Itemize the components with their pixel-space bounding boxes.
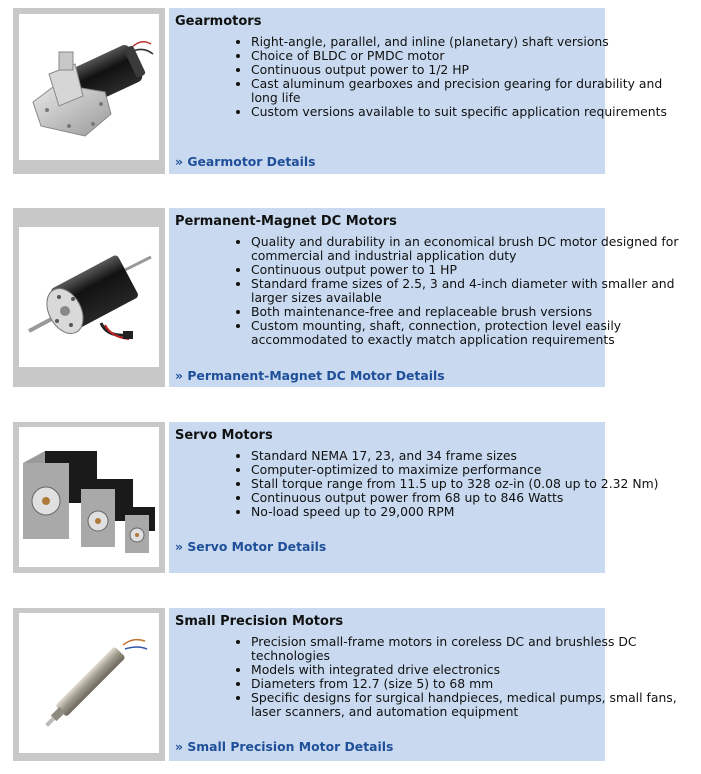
link-arrow-icon: »: [175, 368, 184, 383]
feature-item: • Continuous output power from 68 up to 846 Watts: [251, 491, 679, 505]
feature-item: • Quality and durability in an economical brush DC motor designed for commercial and industrial application duty: [251, 235, 679, 263]
image-column: [13, 8, 165, 174]
feature-item: • Diameters from 12.7 (size 5) to 68 mm: [251, 677, 679, 691]
feature-item: • Custom mounting, shaft, connection, protection level easily accommodated to exactly match application requirements: [251, 319, 679, 347]
feature-item: • Specific designs for surgical handpieces, medical pumps, small fans, laser scanners, and automation equipment: [251, 691, 679, 719]
product-title: Gearmotors: [175, 14, 262, 29]
product-info-panel: [169, 208, 679, 387]
product-card-servo-motors: [13, 422, 659, 573]
product-card-gearmotors: [13, 8, 667, 174]
feature-list: [175, 449, 679, 519]
feature-item: • Computer-optimized to maximize performance: [251, 463, 679, 477]
image-column: [13, 208, 165, 387]
pmdc-motor-details-link[interactable]: [175, 368, 445, 383]
precision-motor-photo[interactable]: [19, 613, 159, 753]
product-title: Servo Motors: [175, 428, 273, 443]
link-label: Permanent-Magnet DC Motor Details: [187, 368, 445, 383]
link-label: Servo Motor Details: [187, 539, 327, 554]
feature-item: • Choice of BLDC or PMDC motor: [251, 49, 679, 63]
feature-item: • Custom versions available to suit specific application requirements: [251, 105, 679, 119]
small-precision-motor-details-link[interactable]: [175, 739, 393, 754]
product-card-small-precision-motors: [13, 608, 677, 761]
feature-list: [175, 635, 679, 719]
image-column: [13, 608, 165, 761]
image-column: [13, 422, 165, 573]
link-arrow-icon: »: [175, 739, 184, 754]
product-info-panel: [169, 608, 677, 761]
link-label: Small Precision Motor Details: [187, 739, 394, 754]
feature-list: [175, 35, 679, 119]
product-info-panel: [169, 8, 667, 174]
feature-item: • Standard frame sizes of 2.5, 3 and 4-inch diameter with smaller and larger sizes available: [251, 277, 679, 305]
feature-item: • Models with integrated drive electronics: [251, 663, 679, 677]
link-label: Gearmotor Details: [187, 154, 316, 169]
gearmotor-details-link[interactable]: [175, 154, 316, 169]
feature-item: • Continuous output power to 1/2 HP: [251, 63, 679, 77]
product-title: Small Precision Motors: [175, 614, 344, 629]
gearmotor-photo[interactable]: [19, 14, 159, 160]
feature-item: • Right-angle, parallel, and inline (planetary) shaft versions: [251, 35, 679, 49]
product-card-pmdc-motors: [13, 208, 679, 387]
servo-motors-photo[interactable]: [19, 427, 159, 567]
product-title: Permanent-Magnet DC Motors: [175, 214, 397, 229]
feature-item: • Both maintenance-free and replaceable brush versions: [251, 305, 679, 319]
product-info-panel: [169, 422, 659, 573]
link-arrow-icon: »: [175, 154, 184, 169]
pmdc-motor-photo[interactable]: [19, 227, 159, 367]
feature-list: [175, 235, 679, 347]
link-arrow-icon: »: [175, 539, 184, 554]
feature-item: • Cast aluminum gearboxes and precision gearing for durability and long life: [251, 77, 679, 105]
feature-item: • Standard NEMA 17, 23, and 34 frame sizes: [251, 449, 679, 463]
feature-item: • Precision small-frame motors in coreless DC and brushless DC technologies: [251, 635, 679, 663]
feature-item: • No-load speed up to 29,000 RPM: [251, 505, 679, 519]
feature-item: • Continuous output power to 1 HP: [251, 263, 679, 277]
servo-motor-details-link[interactable]: [175, 539, 326, 554]
feature-item: • Stall torque range from 11.5 up to 328 oz-in (0.08 up to 2.32 Nm): [251, 477, 679, 491]
